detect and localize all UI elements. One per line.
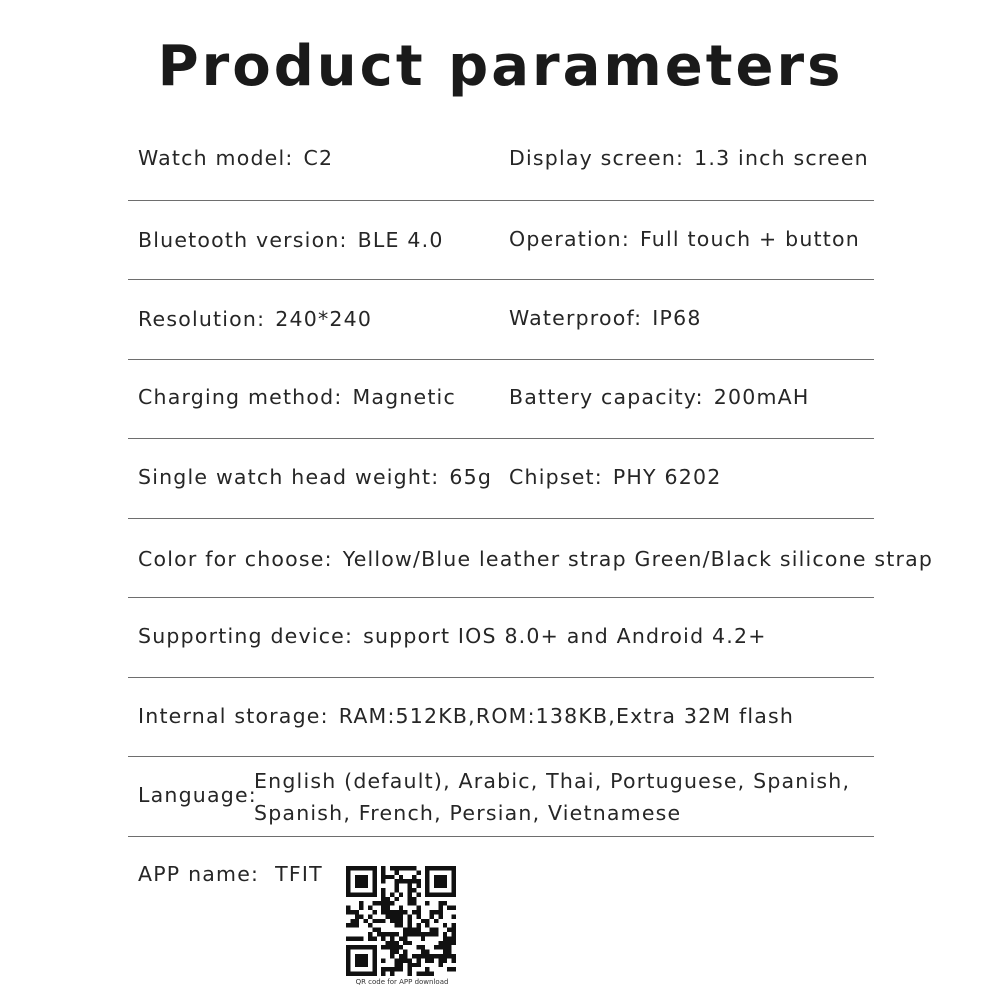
param-label: APP name: — [138, 862, 260, 886]
param-value: support IOS 8.0+ and Android 4.2+ — [363, 624, 767, 648]
param-value: TFIT — [275, 862, 323, 886]
param-label: Battery capacity: — [509, 385, 704, 409]
param-bluetooth-version — [138, 228, 444, 252]
param-value: RAM:512KB,ROM:138KB,Extra 32M flash — [338, 704, 795, 728]
param-supporting-device — [138, 624, 767, 648]
param-watch-model — [138, 146, 333, 170]
param-label: Language: — [138, 783, 257, 807]
param-value: BLE 4.0 — [357, 228, 444, 252]
table-row — [128, 280, 874, 360]
param-label: Resolution: — [138, 307, 266, 331]
table-row — [128, 201, 874, 280]
param-language-value — [254, 765, 850, 829]
param-label: Waterproof: — [509, 306, 643, 330]
param-value: 240*240 — [275, 307, 373, 331]
param-value: Magnetic — [352, 385, 456, 409]
param-operation — [509, 227, 860, 251]
language-line: English (default), Arabic, Thai, Portuguese, Spanish, — [254, 769, 851, 793]
param-label: Single watch head weight: — [138, 465, 440, 489]
table-row — [128, 678, 874, 757]
table-row — [128, 757, 874, 837]
qr-code-icon — [346, 866, 456, 976]
param-value: 1.3 inch screen — [694, 146, 869, 170]
param-value: 200mAH — [713, 385, 810, 409]
table-row — [128, 439, 874, 519]
table-row — [128, 598, 874, 678]
param-app-name — [138, 862, 323, 886]
param-label: Bluetooth version: — [138, 228, 348, 252]
param-chipset — [509, 465, 721, 489]
param-label: Charging method: — [138, 385, 343, 409]
param-value: PHY 6202 — [612, 465, 722, 489]
param-label: Internal storage: — [138, 704, 329, 728]
table-row — [128, 122, 874, 201]
param-internal-storage — [138, 704, 794, 728]
param-value: Yellow/Blue leather strap Green/Black silicone strap — [342, 547, 934, 571]
param-display-screen — [509, 146, 869, 170]
parameters-table — [128, 122, 934, 837]
param-color — [138, 547, 933, 571]
qr-caption: QR code for APP download — [355, 978, 449, 986]
language-line: Spanish, French, Persian, Vietnamese — [254, 801, 682, 825]
param-resolution — [138, 307, 372, 331]
page-title: Product parameters — [157, 34, 844, 99]
param-label: Operation: — [509, 227, 630, 251]
param-value: 65g — [449, 465, 493, 489]
param-label: Watch model: — [138, 146, 294, 170]
param-label: Display screen: — [509, 146, 685, 170]
param-value: C2 — [303, 146, 334, 170]
table-row — [128, 519, 934, 598]
param-battery-capacity — [509, 385, 810, 409]
param-value: IP68 — [652, 306, 702, 330]
param-waterproof — [509, 306, 702, 330]
table-row — [128, 360, 874, 439]
param-value: Full touch + button — [639, 227, 860, 251]
param-label: Color for choose: — [138, 547, 333, 571]
param-label: Chipset: — [509, 465, 603, 489]
param-charging-method — [138, 385, 456, 409]
param-label: Supporting device: — [138, 624, 354, 648]
param-head-weight — [138, 465, 492, 489]
